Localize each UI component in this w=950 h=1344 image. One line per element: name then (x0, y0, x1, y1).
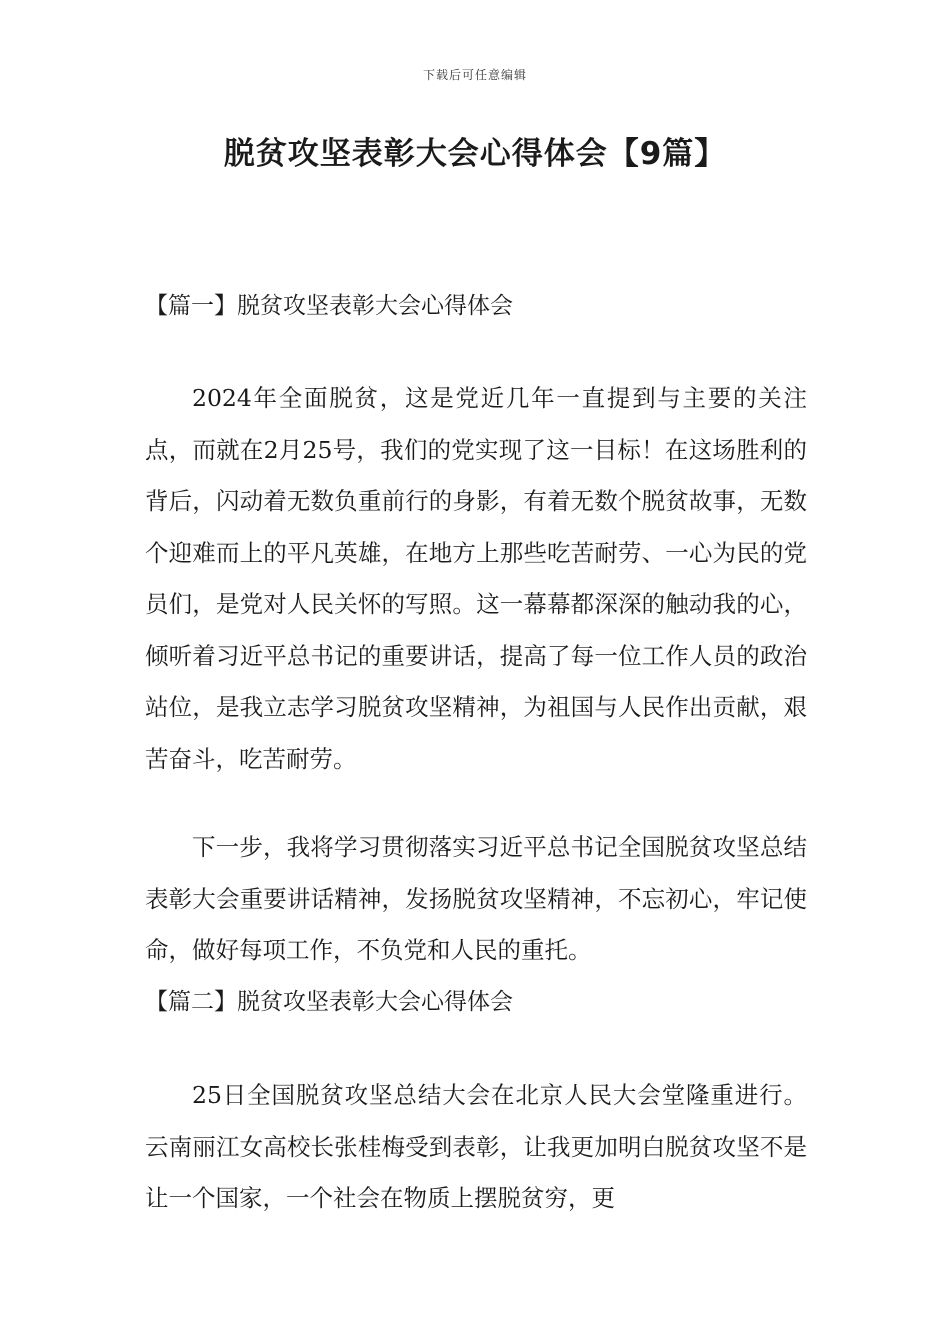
section-heading-2: 【篇二】脱贫攻坚表彰大会心得体会 (145, 989, 513, 1015)
header-note: 下载后可任意编辑 (422, 68, 527, 82)
document-title: 脱贫攻坚表彰大会心得体会【9篇】 (223, 136, 727, 172)
paragraph-2-1: 25日全国脱贫攻坚总结大会在北京人民大会堂隆重进行。云南丽江女高校长张桂梅受到表彰，让我更加明白脱贫攻坚不是让一个国家，一个社会在物质上摆脱贫穷，更 (145, 1081, 807, 1212)
paragraph-1-1: 2024年全面脱贫，这是党近几年一直提到与主要的关注点，而就在2月25号，我们的党实现了这一目标！在这场胜利的背后，闪动着无数负重前行的身影，有着无数个脱贫故事，无数个迎难而上的平凡英雄，在地方上那些吃苦耐劳、一心为民的党员们，是党对人民关怀的写照。这一幕幕都深深的触动我的心，倾听着习近平总书记的重要讲话，提高了每一位工作人员的政治站位，是我立志学习脱贫攻坚精神，为祖国与人民作出贡献，艰苦奋斗，吃苦耐劳。 (145, 384, 807, 773)
paragraph-1-2: 下一步，我将学习贯彻落实习近平总书记全国脱贫攻坚总结表彰大会重要讲话精神，发扬脱贫攻坚精神，不忘初心，牢记使命，做好每项工作，不负党和人民的重托。 (145, 833, 807, 964)
section-heading-1: 【篇一】脱贫攻坚表彰大会心得体会 (145, 293, 513, 319)
